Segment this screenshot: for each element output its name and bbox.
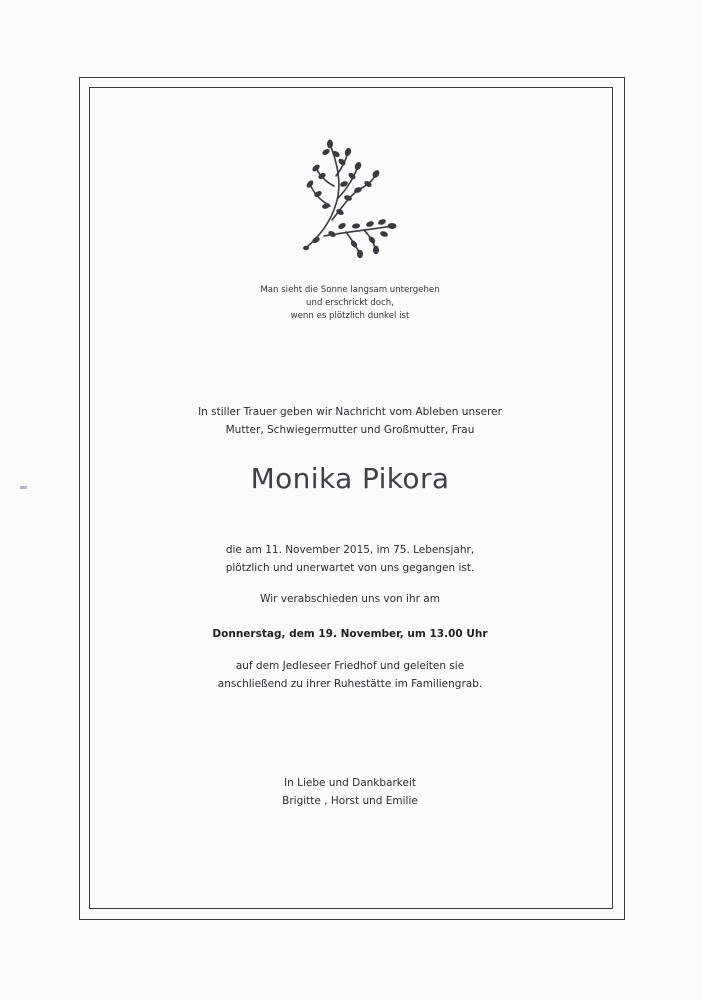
death-details (100, 541, 600, 577)
quote-line: wenn es plötzlich dunkel ist (290, 311, 410, 321)
death-line: die am 11. November 2015, im 75. Lebensjahr, (225, 544, 475, 556)
memorial-quote (100, 284, 600, 323)
cemetery-line: anschließend zu ihrer Ruhestätte im Familiengrab. (217, 678, 483, 690)
signature-line: Brigitte , Horst und Emilie (282, 795, 418, 807)
funeral-datetime: Donnerstag, dem 19. November, um 13.00 Uhr (212, 628, 488, 640)
cemetery-line: auf dem Jedleseer Friedhof und geleiten sie (235, 660, 465, 672)
signature-line: In Liebe und Dankbarkeit (284, 777, 416, 789)
intro-line: Mutter, Schwiegermutter und Großmutter, Frau (225, 424, 475, 436)
death-line: plötzlich und unerwartet von uns gegangen ist. (225, 562, 475, 574)
quote-line: Man sieht die Sonne langsam untergehen (260, 285, 440, 295)
scan-speck (20, 486, 27, 489)
cemetery-details (100, 657, 600, 693)
deceased-name: Monika Pikora (250, 462, 450, 495)
family-signature (100, 774, 600, 810)
leafy-branch-icon (296, 136, 406, 266)
quote-line: und erschrickt doch, (306, 298, 394, 308)
intro-line: In stiller Trauer geben wir Nachricht vom Ableben unserer (198, 406, 502, 418)
announcement-intro (100, 403, 600, 439)
farewell-text: Wir verabschieden uns von ihr am (260, 593, 440, 605)
